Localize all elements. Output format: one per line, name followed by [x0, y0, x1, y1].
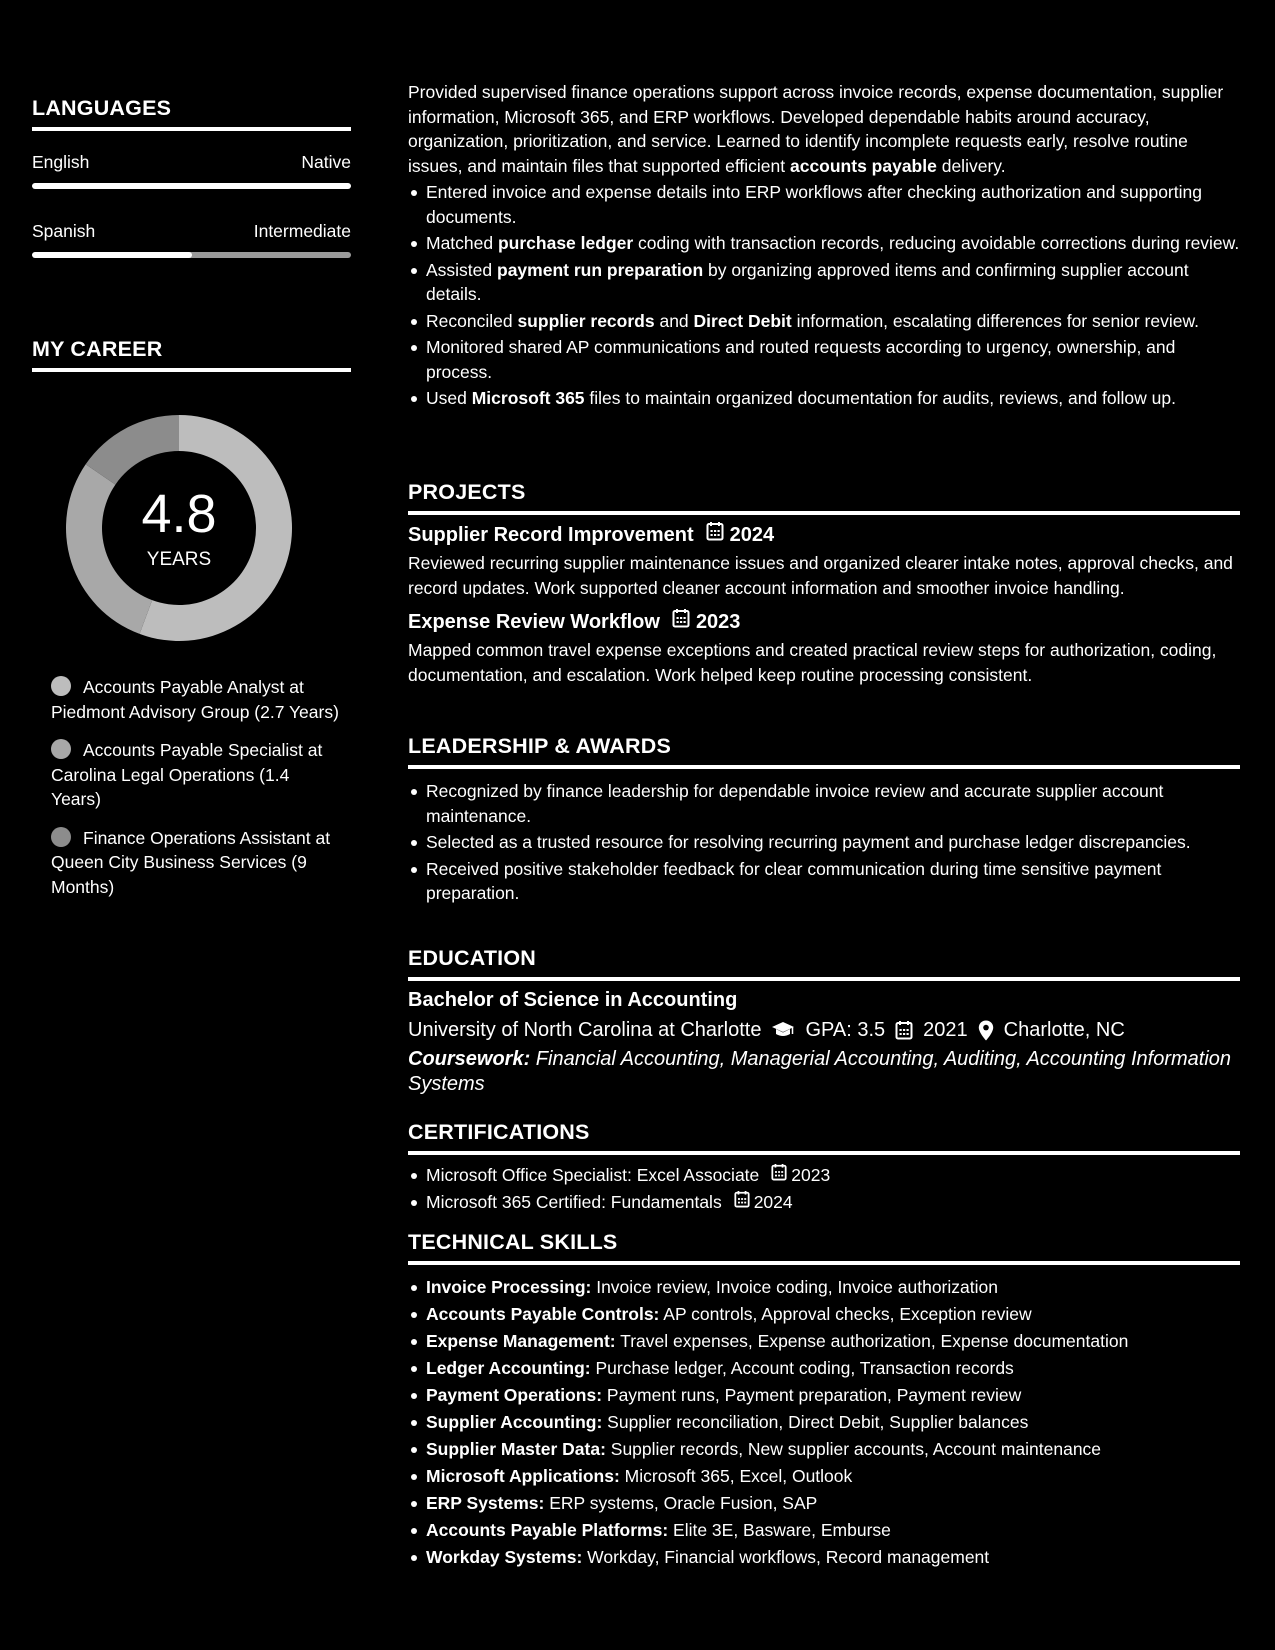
graduation-cap-icon [771, 1021, 795, 1039]
bullet-bold-text: supplier records [517, 310, 655, 331]
career-item-label: Accounts Payable Analyst at Piedmont Advisory Group (2.7 Years) [51, 677, 339, 722]
certifications-list [408, 1163, 1240, 1214]
skill-values: Supplier records, New supplier accounts, Account maintenance [605, 1439, 1102, 1459]
career-donut-chart [66, 415, 292, 641]
project-year: 2024 [729, 523, 775, 546]
skill-values: Payment runs, Payment preparation, Payment review [602, 1385, 1022, 1405]
experience-bullet [408, 335, 1240, 384]
skill-values: Invoice review, Invoice coding, Invoice authorization [591, 1277, 998, 1297]
projects-section [408, 479, 1240, 687]
education-details [408, 1017, 1240, 1043]
language-level: Native [301, 152, 351, 172]
certifications-title: CERTIFICATIONS [408, 1119, 1240, 1155]
bullet-text: Assisted [426, 259, 497, 280]
skill-item [408, 1518, 1240, 1543]
career-list [51, 675, 341, 913]
career-item [51, 826, 341, 900]
skill-item [408, 1275, 1240, 1300]
language-name: English [32, 152, 90, 172]
experience-bullet [408, 309, 1240, 334]
legend-dot-icon [51, 676, 71, 696]
career-total-unit: YEARS [146, 549, 212, 570]
project-name: Expense Review Workflow [408, 610, 660, 633]
certifications-section [408, 1119, 1240, 1216]
education-section [408, 945, 1240, 1097]
calendar-icon [734, 1190, 750, 1215]
certification-item [408, 1190, 1240, 1215]
skill-item [408, 1437, 1240, 1462]
bullet-text: Monitored shared AP communications and routed requests according to urgency, ownership, and process. [426, 337, 1176, 382]
experience-summary [408, 80, 1240, 178]
bullet-text: Entered invoice and expense details into ERP workflows after checking authorization and supporting documents. [426, 182, 1202, 227]
experience-bullet [408, 258, 1240, 307]
skill-item [408, 1545, 1240, 1570]
language-name: Spanish [32, 221, 96, 241]
experience-bullet [408, 386, 1240, 411]
language-proficiency-fill [32, 183, 351, 189]
calendar-icon [895, 1020, 913, 1040]
career-title: MY CAREER [32, 336, 351, 372]
leadership-item: Selected as a trusted resource for resolving recurring payment and purchase ledger discrepancies. [408, 830, 1240, 855]
bullet-text: Used [426, 388, 472, 408]
legend-dot-icon [51, 739, 71, 759]
degree-title: Bachelor of Science in Accounting [408, 989, 738, 1011]
skill-category: Payment Operations: [426, 1385, 603, 1405]
skill-values: AP controls, Approval checks, Exception review [659, 1304, 1032, 1324]
skill-values: Microsoft 365, Excel, Outlook [619, 1466, 853, 1486]
career-total-years: 4.8 [141, 484, 217, 544]
language-proficiency-bar [32, 183, 351, 189]
coursework-list: Financial Accounting, Managerial Accounting, Auditing, Accounting Information Systems [408, 1048, 1232, 1095]
skill-category: Supplier Accounting: [426, 1412, 603, 1432]
project-name: Supplier Record Improvement [408, 523, 694, 546]
leadership-title: LEADERSHIP & AWARDS [408, 733, 1240, 769]
career-item [51, 675, 341, 724]
experience-bullets [408, 180, 1240, 411]
bullet-text: files to maintain organized documentation for audits, reviews, and follow up. [584, 388, 1176, 408]
bullet-text: Matched [426, 233, 498, 253]
skill-values: ERP systems, Oracle Fusion, SAP [544, 1493, 818, 1513]
calendar-icon [771, 1163, 787, 1188]
graduation-year: 2021 [923, 1019, 968, 1041]
bullet-text: by organizing approved items and confirming supplier account details. [426, 259, 1189, 304]
language-item [32, 220, 351, 258]
skill-item [408, 1329, 1240, 1354]
languages-section [32, 95, 351, 258]
skill-item [408, 1491, 1240, 1516]
skill-category: ERP Systems: [426, 1493, 545, 1513]
projects-title: PROJECTS [408, 479, 1240, 515]
project-description: Reviewed recurring supplier maintenance issues and organized clearer intake notes, approval checks, and record updates. Work supported cleaner account information and smoother invoice handling. [408, 553, 1233, 598]
career-item-label: Finance Operations Assistant at Queen City Business Services (9 Months) [51, 827, 331, 897]
skill-category: Ledger Accounting: [426, 1358, 591, 1378]
school-name: University of North Carolina at Charlotte [408, 1019, 762, 1041]
leadership-item: Received positive stakeholder feedback for clear communication during time sensitive payment preparation. [408, 857, 1240, 906]
leadership-item: Recognized by finance leadership for dependable invoice review and accurate supplier account maintenance. [408, 779, 1240, 828]
skill-item [408, 1464, 1240, 1489]
skill-values: Workday, Financial workflows, Record management [582, 1547, 990, 1567]
project-description: Mapped common travel expense exceptions and created practical review steps for authorization, coding, documentation, and escalation. Work helped keep routine processing consistent. [408, 640, 1217, 685]
bullet-bold-text: Direct Debit [693, 310, 792, 331]
languages-title: LANGUAGES [32, 95, 351, 131]
language-item [32, 151, 351, 189]
skill-values: Supplier reconciliation, Direct Debit, Supplier balances [602, 1412, 1029, 1432]
skill-category: Microsoft Applications: [426, 1466, 620, 1486]
certification-name: Microsoft 365 Certified: Fundamentals [426, 1191, 722, 1212]
skill-item [408, 1356, 1240, 1381]
skills-list [408, 1275, 1240, 1570]
language-level: Intermediate [253, 221, 351, 241]
gpa: GPA: 3.5 [805, 1019, 886, 1041]
skill-category: Expense Management: [426, 1331, 616, 1351]
certification-year: 2023 [791, 1165, 831, 1185]
skill-category: Accounts Payable Platforms: [426, 1520, 669, 1540]
summary-text-end: delivery. [936, 155, 1006, 176]
skill-values: Elite 3E, Basware, Emburse [668, 1520, 891, 1540]
project-item [408, 608, 1240, 687]
language-proficiency-bar [32, 252, 351, 258]
skills-section [408, 1229, 1240, 1572]
skills-title: TECHNICAL SKILLS [408, 1229, 1240, 1265]
legend-dot-icon [51, 827, 71, 847]
bullet-bold-text: payment run preparation [497, 259, 704, 280]
education-title: EDUCATION [408, 945, 1240, 981]
summary-bold: accounts payable [789, 155, 937, 176]
career-item-label: Accounts Payable Specialist at Carolina Legal Operations (1.4 Years) [51, 740, 323, 809]
certification-item [408, 1163, 1240, 1188]
skill-category: Supplier Master Data: [426, 1439, 606, 1459]
language-proficiency-fill [32, 252, 192, 258]
bullet-bold-text: purchase ledger [497, 233, 634, 253]
bullet-text: Reconciled [426, 310, 518, 331]
project-year: 2023 [695, 610, 741, 633]
bullet-text: information, escalating differences for senior review. [791, 310, 1199, 331]
career-item [51, 738, 341, 812]
leadership-list [408, 779, 1240, 906]
sidebar [0, 0, 380, 1650]
certification-year: 2024 [753, 1191, 793, 1212]
coursework [408, 1047, 1240, 1097]
skill-category: Workday Systems: [426, 1547, 583, 1567]
skill-values: Purchase ledger, Account coding, Transaction records [590, 1358, 1014, 1378]
leadership-section [408, 733, 1240, 908]
skill-category: Accounts Payable Controls: [426, 1304, 660, 1324]
skill-values: Travel expenses, Expense authorization, Expense documentation [615, 1331, 1129, 1351]
bullet-bold-text: Microsoft 365 [471, 388, 585, 408]
certification-name: Microsoft Office Specialist: Excel Associate [426, 1165, 760, 1185]
skill-item [408, 1410, 1240, 1435]
experience-bullet [408, 180, 1240, 229]
map-pin-icon [978, 1020, 994, 1041]
school-location: Charlotte, NC [1003, 1019, 1125, 1041]
project-item [408, 521, 1240, 600]
skill-item [408, 1302, 1240, 1327]
calendar-icon [672, 608, 690, 635]
calendar-icon [706, 521, 724, 548]
skill-category: Invoice Processing: [426, 1277, 592, 1297]
bullet-text: and [654, 310, 694, 331]
skill-item [408, 1383, 1240, 1408]
experience-bullet [408, 231, 1240, 256]
coursework-label: Coursework: [408, 1048, 531, 1070]
summary-text: Provided supervised finance operations support across invoice records, expense documentation, supplier information, Microsoft 365, and ERP workflows. Developed dependable habits around accuracy, organization, prioritization, and service. Learned to identify incomplete requests early, resolve routine issues, and maintain files that supported efficient [408, 82, 1224, 176]
career-section [32, 336, 351, 372]
bullet-text: coding with transaction records, reducing avoidable corrections during review. [633, 233, 1240, 253]
experience-section [408, 80, 1240, 413]
